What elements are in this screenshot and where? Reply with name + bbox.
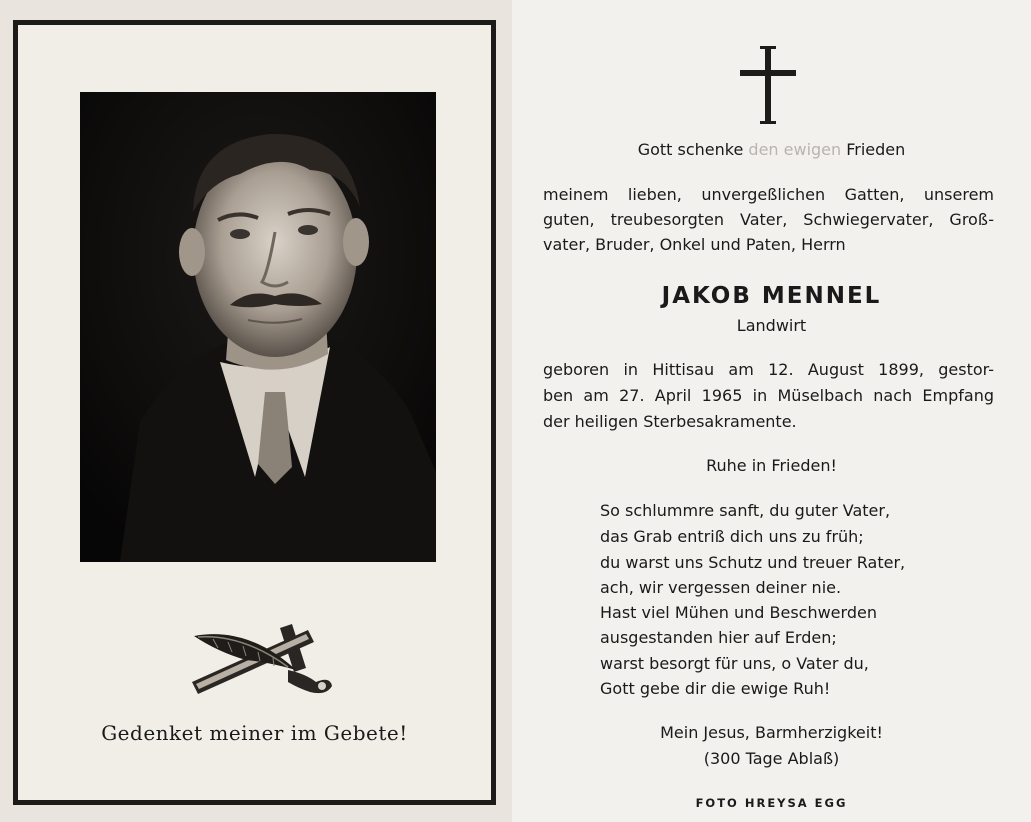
indulgence-line: (300 Tage Ablaß) [703, 749, 840, 768]
rest-in-peace: Ruhe in Frieden! [706, 456, 837, 475]
blessing-part-3: Frieden [841, 140, 906, 159]
blessing-line [512, 140, 1031, 159]
left-caption: Gedenket meiner im Gebete! [101, 721, 408, 745]
memorial-card-right [512, 0, 1031, 822]
poem-line-5: Hast viel Mühen und Beschwerden [600, 603, 877, 622]
prayer-line: Mein Jesus, Barmherzigkeit! [660, 723, 883, 742]
poem-line-4: ach, wir vergessen deiner nie. [600, 578, 842, 597]
poem-line-2: das Grab entriß dich uns zu früh; [600, 527, 864, 546]
poem-line-7: warst besorgt für uns, o Vater du, [600, 654, 869, 673]
blessing-part-2: den ewigen [748, 140, 842, 159]
poem-line-8: Gott gebe dir die ewige Ruh! [600, 679, 831, 698]
deceased-name: JAKOB MENNEL [661, 283, 882, 309]
poem-line-6: ausgestanden hier auf Erden; [600, 628, 837, 647]
bio-line-2: ben am 27. April 1965 in Müselbach nach Empfang [543, 386, 994, 405]
dedication-line-2: guten, treubesorgten Vater, Schwiegervater, Groß- [543, 210, 994, 229]
poem-line-3: du warst uns Schutz und treuer Rater, [600, 553, 906, 572]
photographer-credit: FOTO HREYSA EGG [695, 796, 848, 810]
blessing-part-1: Gott schenke [637, 140, 749, 159]
palm-cross-emblem-icon [188, 622, 338, 697]
cross-icon [738, 44, 798, 126]
portrait-image [80, 92, 436, 562]
bio-line-1: geboren in Hittisau am 12. August 1899, gestor- [543, 360, 994, 379]
dedication-line-3: vater, Bruder, Onkel und Paten, Herrn [543, 235, 846, 254]
black-frame [13, 20, 496, 805]
dedication-line-1: meinem lieben, unvergeßlichen Gatten, unserem [543, 185, 994, 204]
bio-line-3: der heiligen Sterbesakramente. [543, 412, 797, 431]
poem-line-1: So schlummre sanft, du guter Vater, [600, 501, 891, 520]
portrait-photo [80, 92, 436, 562]
memorial-card-left [0, 0, 512, 822]
occupation: Landwirt [736, 316, 807, 335]
